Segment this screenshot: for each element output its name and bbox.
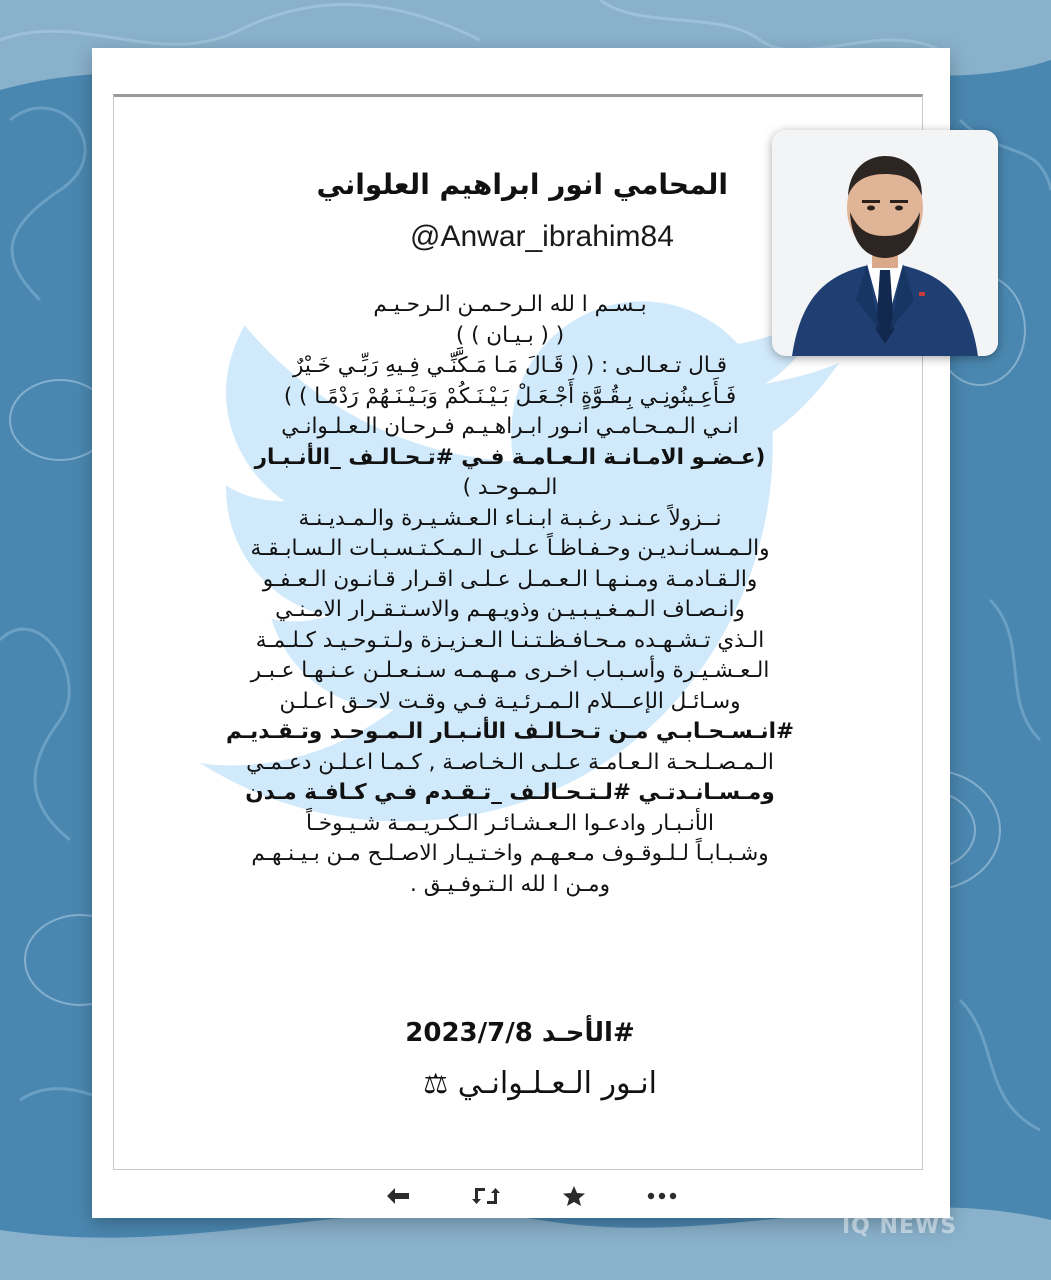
more-icon <box>646 1191 678 1201</box>
body-line: الـمـوحـد ) <box>462 475 558 500</box>
star-icon <box>562 1185 586 1207</box>
body-line: بـسـم ا لله الـرحـمـن الـرحـيـم <box>373 292 647 317</box>
author-name[interactable]: المحامي انور ابراهيم العلواني <box>316 168 728 201</box>
body-line: والـمـسـانـديـن وحـفـاظـاً عـلـى الـمـكـتـسـبـات الـسـابـقـة <box>250 536 770 561</box>
body-line: الأنـبـار وادعـوا الـعـشـائـر الـكـريـمـة شـيـوخـاً <box>306 810 714 836</box>
body-line: الـذي تـشـهـده مـحـافـظـتـنـا الـعـزيـزة ولـتـوحـيـد كـلـمـة <box>255 627 765 653</box>
favorite-button[interactable] <box>556 1180 592 1212</box>
retweet-icon <box>471 1185 501 1207</box>
statement-body <box>124 290 896 900</box>
body-line: الـعـشـيـرة وأسـبـاب اخـرى مـهـمـه سـنـعـلـن عـنـهـا عـبـر <box>250 658 770 683</box>
body-line: والـقـادمـة ومـنـهـا الـعـمـل عـلـى اقـرار قـانـون الـعـفـو <box>262 566 758 592</box>
news-watermark: IQ NEWS <box>842 1214 958 1239</box>
body-line: فَـأَعِـينُونِـي بِـقُـوَّةٍ أَجْـعَـلْ بَـيْـنَـكُمْ وَبَـيْـنَـهُمْ رَدْمًـا ) ) <box>283 383 737 409</box>
reply-button[interactable] <box>380 1180 416 1212</box>
body-line: وسـائـل الإعـــلام الـمـرئـيـة فـي وقـت لاحـق اعـلـن <box>279 688 741 714</box>
reply-icon <box>385 1186 411 1206</box>
post-date: #الأحـد 2023/7/8 <box>405 1018 635 1048</box>
signature-name: انـور الـعـلـوانـي <box>457 1066 657 1101</box>
body-line: انـي الـمـحـامـي انـور ابـراهـيـم فـرحـان الـعـلـوانـي <box>281 414 739 439</box>
body-line: نــزولاً عـنـد رغـبـة ابـنـاء الـعـشـيـرة والـمـديـنـة <box>298 505 722 531</box>
body-line: وانـصـاف الـمـغـيـبـيـن وذويـهـم والاسـتـقـرار الامـنـي <box>275 597 745 622</box>
body-line: ومـسـانـدتـي #لـتـحـالـف _تـقـدم فـي كـافـة مـدن <box>245 780 775 805</box>
body-line: #انـسـحـابـي مـن تـحـالـف الأنـبـار الـمـوحـد وتـقـديـم <box>225 719 795 744</box>
scales-of-justice-icon: ⚖ <box>423 1067 449 1100</box>
body-line: ومـن ا لله الـتـوفـيـق . <box>410 871 610 897</box>
body-line: الـمـصـلـحـة الـعـامـة عـلـى الـخـاصـة , كـمـا اعـلـن دعـمـي <box>246 749 774 775</box>
retweet-button[interactable] <box>468 1180 504 1212</box>
tweet-actions <box>380 1178 680 1214</box>
more-button[interactable] <box>644 1180 680 1212</box>
body-line: قـال تـعـالـى : ( ( قَـالَ مَـا مَـكَّنِّـي فِـيهِ رَبِّـي خَـيْرٌ <box>292 353 727 378</box>
body-line: (عـضـو الامـانـة الـعـامـة فـي #تـحـالـف _الأنـبـار <box>254 444 766 470</box>
body-line: وشـبـابـاً لـلـوقـوف مـعـهـم واخـتـيـار الاصـلـح مـن بـيـنـهـم <box>251 841 769 866</box>
body-line: ( ( بـيـان ) ) <box>455 322 565 348</box>
author-handle[interactable]: @Anwar_ibrahim84 <box>410 220 674 253</box>
signature <box>330 1066 750 1101</box>
